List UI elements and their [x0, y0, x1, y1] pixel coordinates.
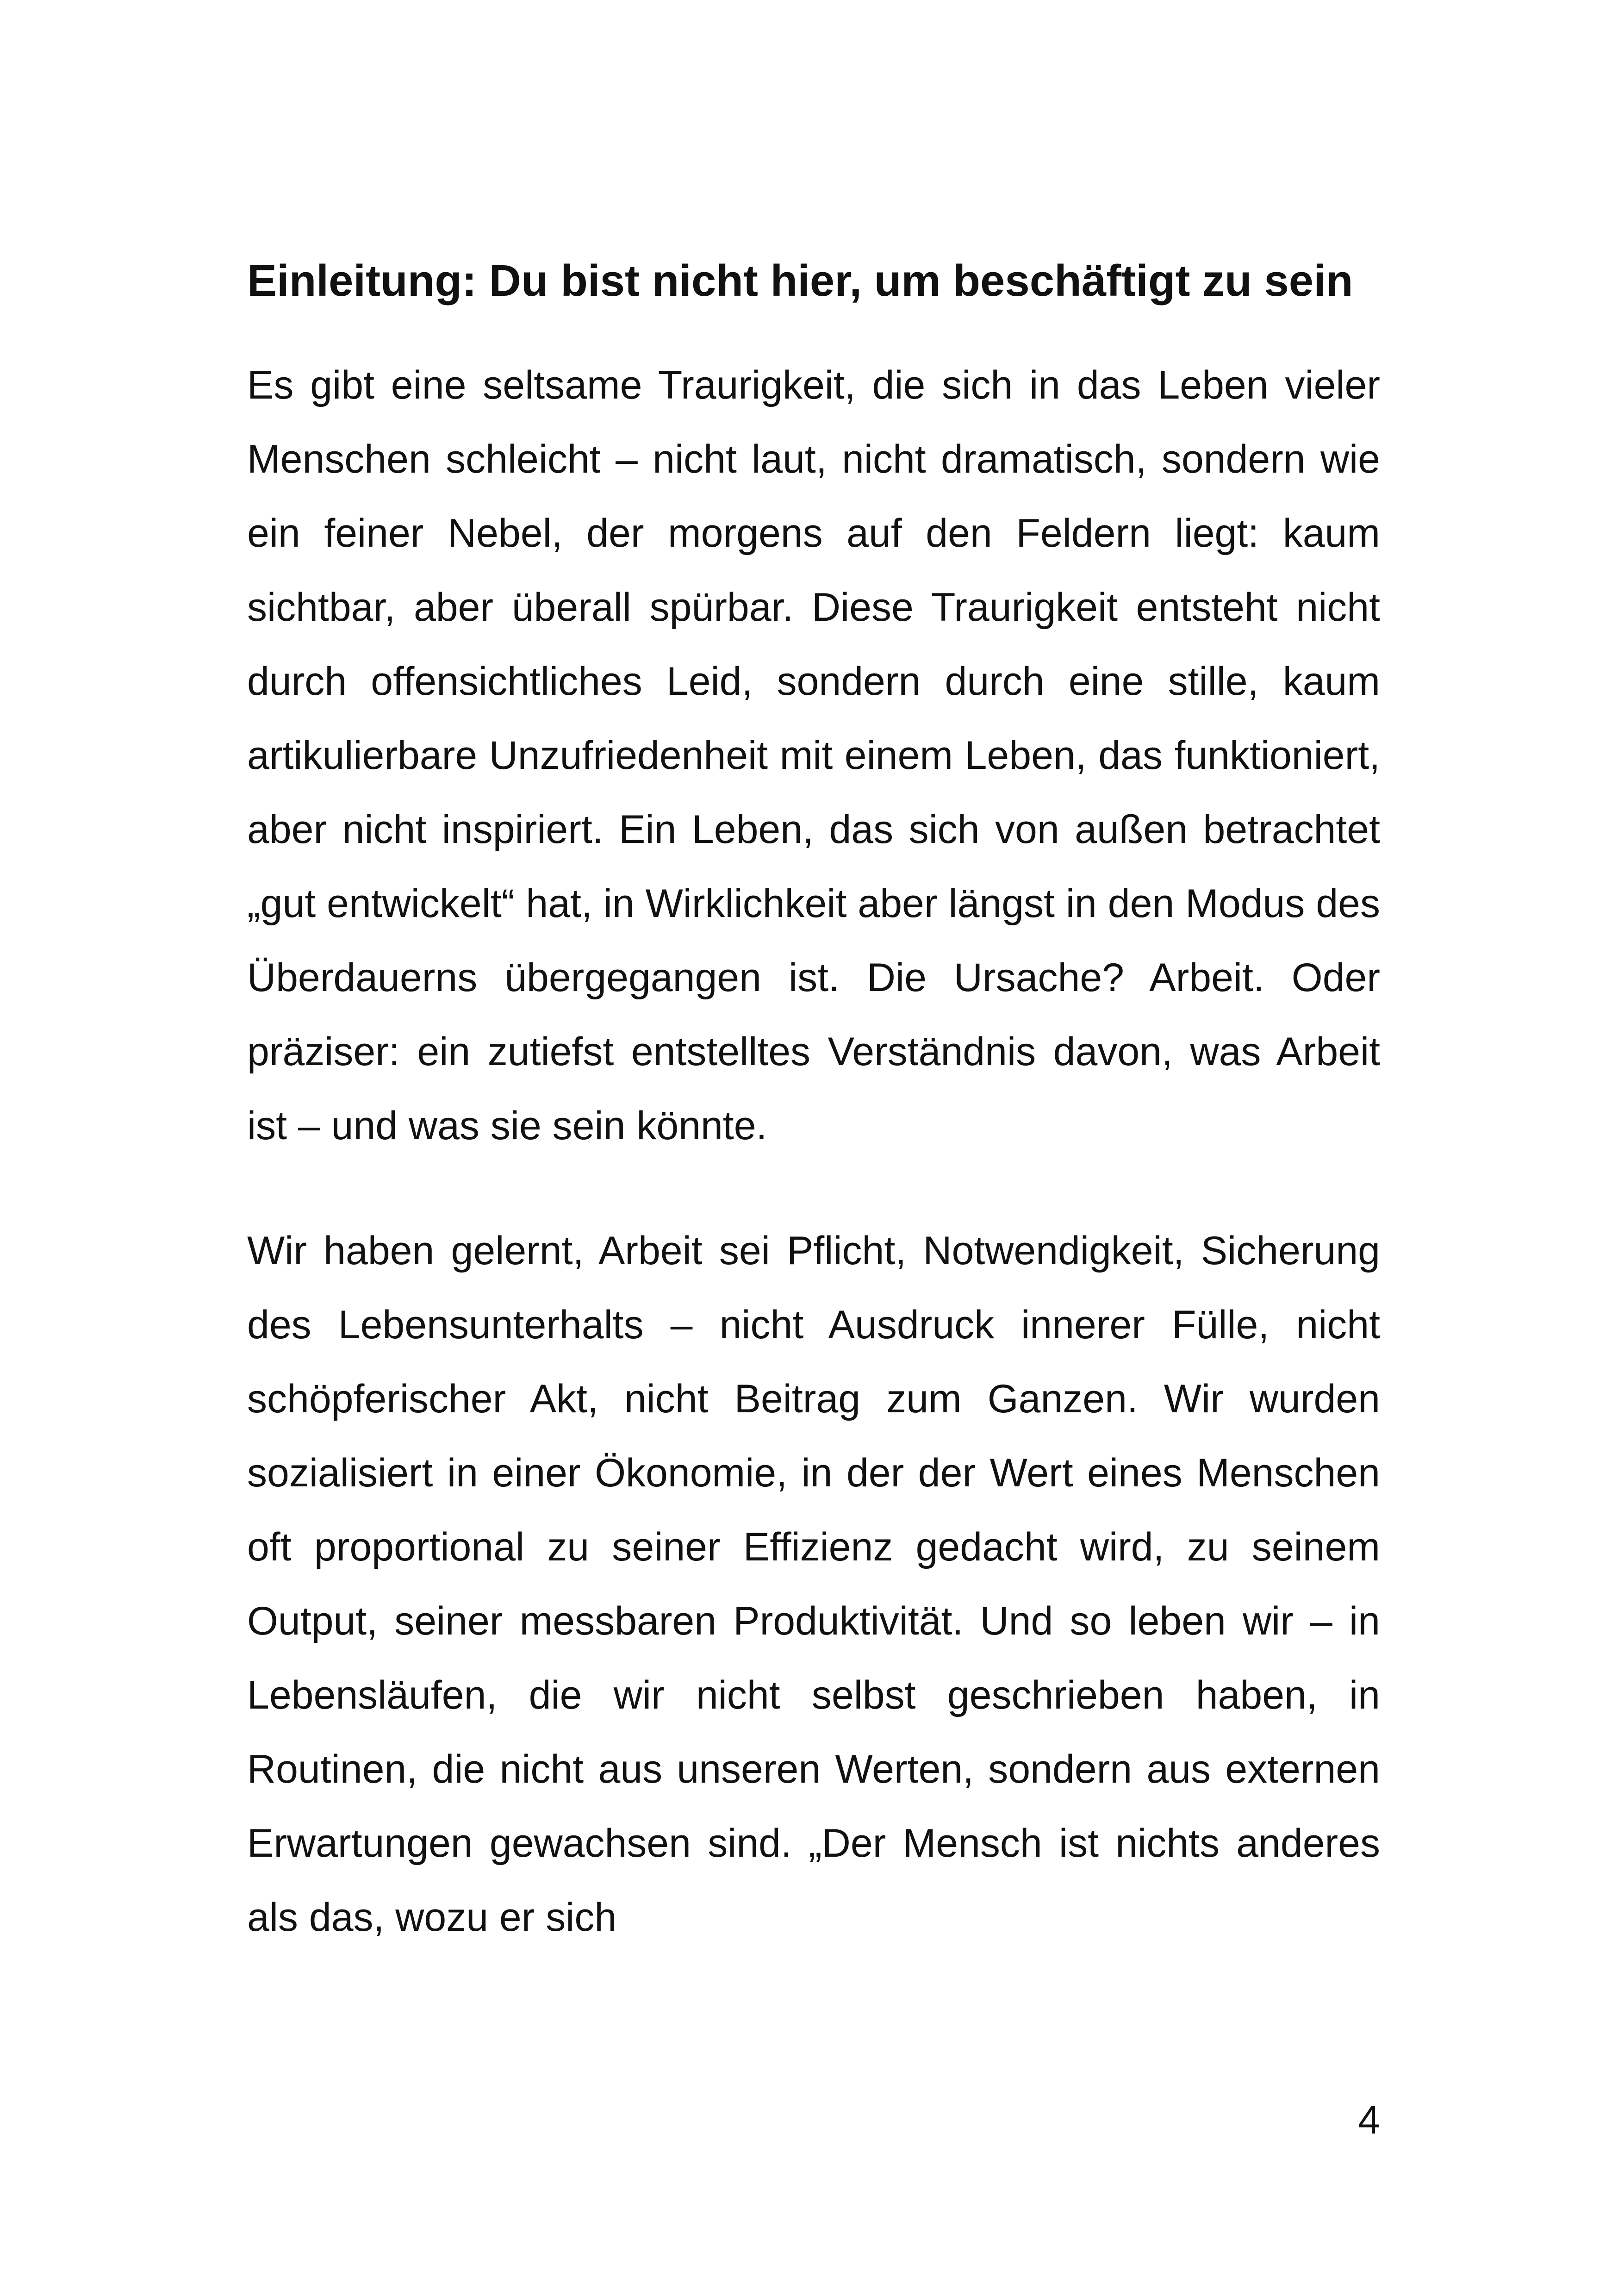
page-content — [247, 254, 1380, 1954]
chapter-heading: Einleitung: Du bist nicht hier, um beschäftigt zu sein — [247, 256, 1353, 306]
page-number: 4 — [1358, 2098, 1380, 2142]
paragraph-2: Wir haben gelernt, Arbeit sei Pflicht, Notwendigkeit, Sicherung des Lebensunterhalts – nicht Ausdruck innerer Fülle, nicht schöpferischer Akt, nicht Beitrag zum Ganzen. Wir wurden sozialisiert in einer Ökonomie, in der der Wert eines Menschen oft proportional zu seiner Effizienz gedacht wird, zu seinem Output, seiner messbaren Produktivität. Und so leben wir – in Lebensläufen, die wir nicht selbst geschrieben haben, in Routinen, die nicht aus unseren Werten, sondern aus externen Erwartungen gewachsen sind. „Der Mensch ist nichts anderes als das, wozu er sich — [247, 1229, 1380, 1940]
paragraph-1: Es gibt eine seltsame Traurigkeit, die sich in das Leben vieler Menschen schleicht – nicht laut, nicht dramatisch, sondern wie ein feiner Nebel, der morgens auf den Feldern liegt: kaum sichtbar, aber überall spürbar. Diese Traurigkeit entsteht nicht durch offensichtliches Leid, sondern durch eine stille, kaum artikulierbare Unzufriedenheit mit einem Leben, das funktioniert, aber nicht inspiriert. Ein Leben, das sich von außen betrachtet „gut entwickelt“ hat, in Wirklichkeit aber längst in den Modus des Überdauerns übergegangen ist. Die Ursache? Arbeit. Oder präziser: ein zutiefst entstelltes Verständnis davon, was Arbeit ist – und was sie sein könnte. — [247, 363, 1380, 1148]
